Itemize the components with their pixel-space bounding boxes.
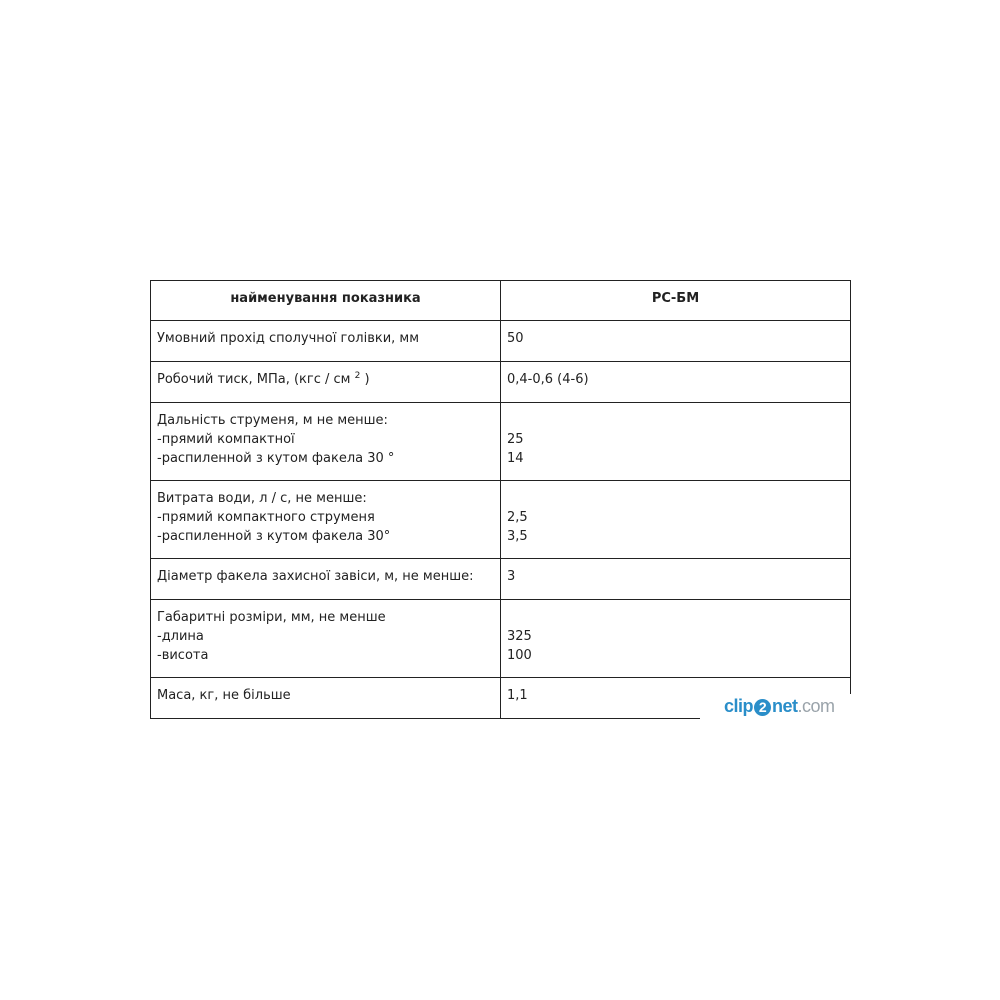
row-label-line: -прямий компактної xyxy=(157,432,295,447)
row-value-line: 50 xyxy=(507,331,524,346)
watermark-net: net xyxy=(772,696,798,716)
row-label-line: Умовний прохід сполучної голівки, мм xyxy=(157,331,420,346)
row-label-line: Витрата води, л / с, не менше: xyxy=(157,491,367,506)
row-label-line: Маса, кг, не більше xyxy=(157,688,291,703)
row-value xyxy=(501,600,851,678)
watermark-domain: .com xyxy=(797,696,835,716)
row-label-line: -распиленной з кутом факела 30 ° xyxy=(157,451,395,466)
pressure-label-text: Робочий тиск, МПа, (кгс / см xyxy=(157,372,355,387)
row-value-line: 3,5 xyxy=(507,529,528,544)
row-value xyxy=(501,321,851,362)
row-label xyxy=(151,600,501,678)
pressure-label-end: ) xyxy=(360,372,370,387)
row-value xyxy=(501,559,851,600)
row-label-line: Габаритні розміри, мм, не менше xyxy=(157,610,386,625)
table-row xyxy=(151,403,851,481)
row-value-line: 1,1 xyxy=(507,688,528,703)
row-label-line: Діаметр факела захисної завіси, м, не менше: xyxy=(157,569,474,584)
row-value-line: 3 xyxy=(507,569,516,584)
watermark-two: 2 xyxy=(754,699,771,716)
table-header-row xyxy=(151,281,851,321)
row-label-line: -прямий компактного струменя xyxy=(157,510,375,525)
row-value-line: 25 xyxy=(507,432,524,447)
row-label xyxy=(151,678,501,719)
row-label-line: Дальність струменя, м не менше: xyxy=(157,413,388,428)
row-label-line: -висота xyxy=(157,648,209,663)
header-model: РС-БМ xyxy=(501,281,851,321)
row-value-line: 2,5 xyxy=(507,510,528,525)
row-label xyxy=(151,362,501,403)
row-label xyxy=(151,559,501,600)
watermark-clip: clip xyxy=(724,696,754,716)
spec-table xyxy=(150,280,851,719)
row-label xyxy=(151,321,501,362)
table-row xyxy=(151,559,851,600)
row-value-line: 0,4-0,6 (4-6) xyxy=(507,372,589,387)
row-label-line xyxy=(157,370,494,389)
pressure-label-superscript: 2 xyxy=(354,371,361,381)
clip2net-watermark xyxy=(724,696,835,717)
row-label xyxy=(151,481,501,559)
row-value xyxy=(501,362,851,403)
header-indicator-name: найменування показника xyxy=(151,281,501,321)
row-label xyxy=(151,403,501,481)
row-label-line: -длина xyxy=(157,629,204,644)
row-value-line: 325 xyxy=(507,629,532,644)
table-row xyxy=(151,321,851,362)
table-row xyxy=(151,481,851,559)
row-value-line: 14 xyxy=(507,451,524,466)
table-row xyxy=(151,362,851,403)
row-value-line: 100 xyxy=(507,648,532,663)
row-value xyxy=(501,403,851,481)
row-value xyxy=(501,481,851,559)
table-row xyxy=(151,600,851,678)
row-label-line: -распиленной з кутом факела 30° xyxy=(157,529,391,544)
